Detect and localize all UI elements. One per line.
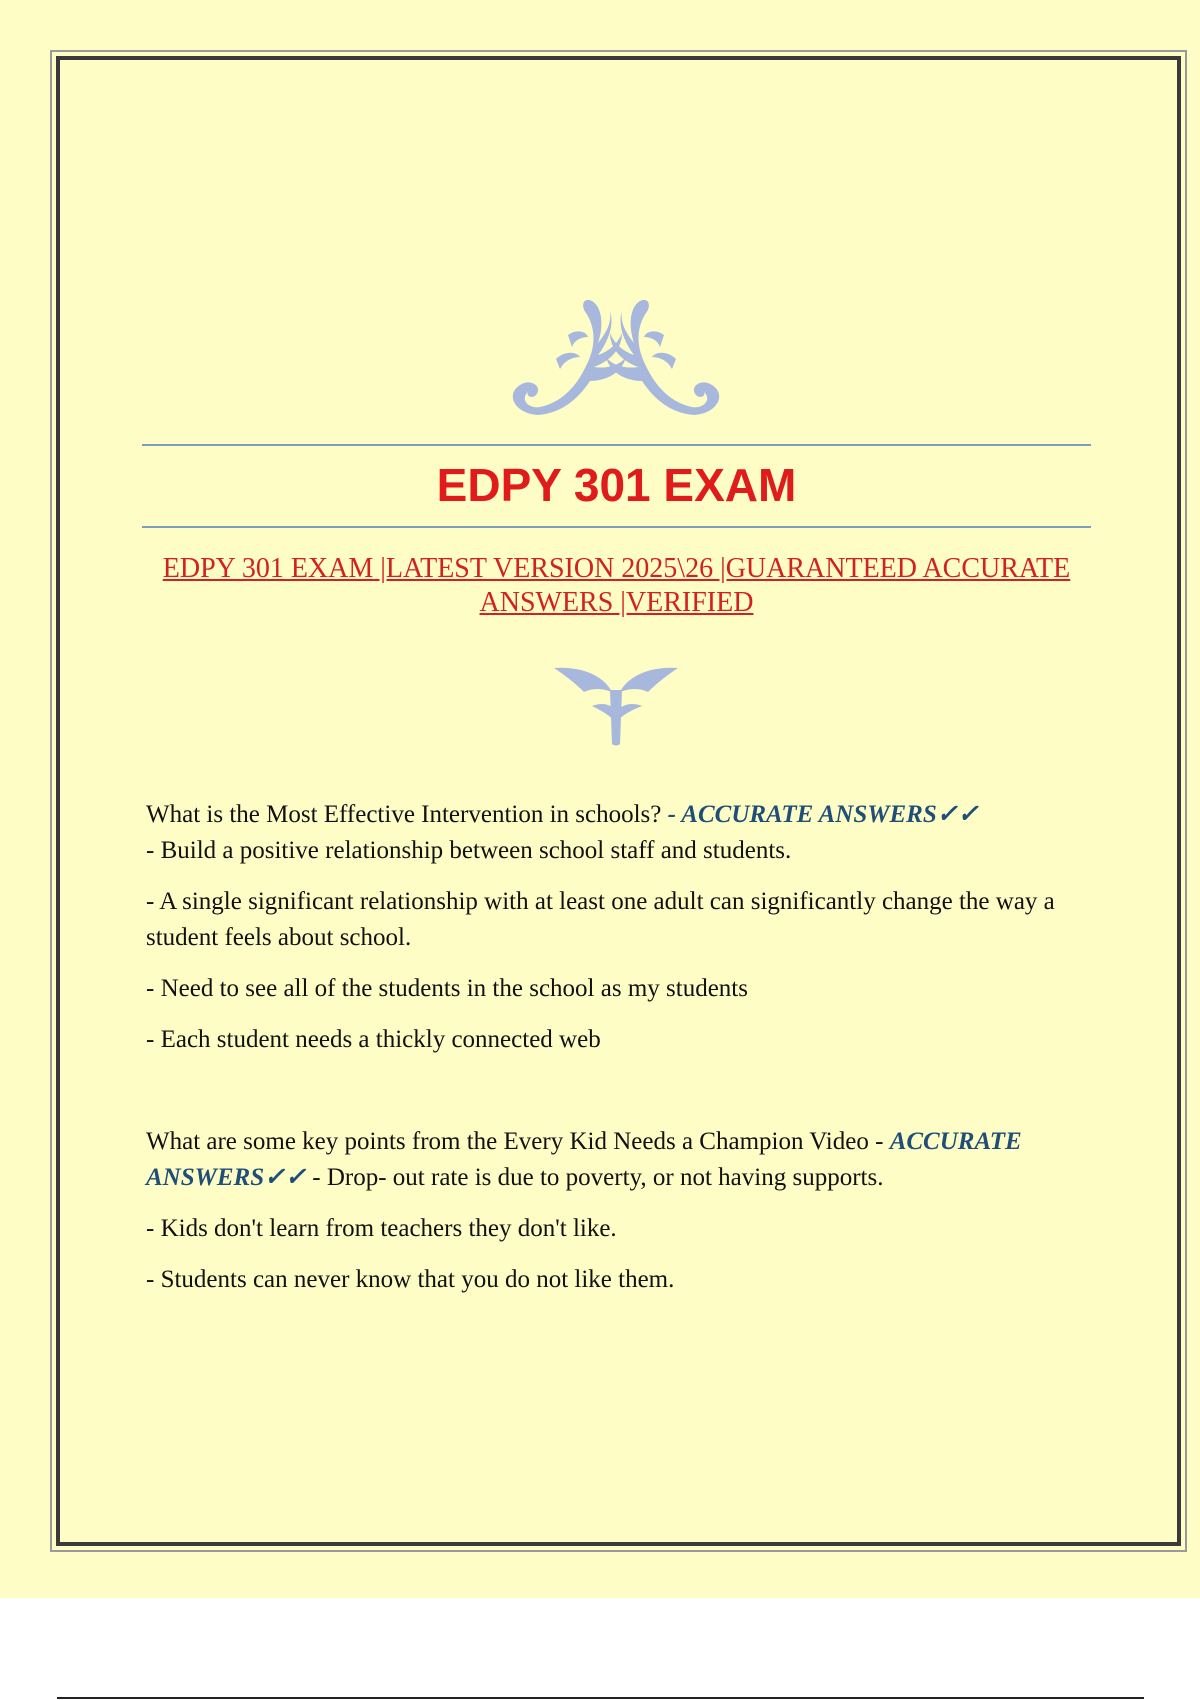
answer-line: - Drop- out rate is due to poverty, or not having supports. xyxy=(306,1164,884,1191)
answer-line: - A single significant relationship with at least one adult can significantly change the way a student feels about school. xyxy=(146,888,1055,951)
left-scroll-icon xyxy=(513,300,626,415)
question-2-text: What are some key points from the Every Kid Needs a Champion Video - xyxy=(146,1128,890,1155)
qa-block-1 xyxy=(146,797,1096,1058)
qa-content xyxy=(146,797,1096,1364)
page-title: EDPY 301 EXAM xyxy=(436,459,797,511)
answer-line: - Students can never know that you do not like them. xyxy=(146,1266,675,1293)
answer-line: - Build a positive relationship between school staff and students. xyxy=(146,837,792,864)
qa-block-2 xyxy=(146,1124,1096,1298)
answer-line: - Need to see all of the students in the school as my students xyxy=(146,975,748,1002)
question-2 xyxy=(146,1124,1096,1196)
accurate-answers-tag: ACCURATE ANSWERS✓✓ xyxy=(146,1128,1022,1191)
question-1-text: What is the Most Effective Intervention in schools? xyxy=(146,801,668,828)
subtitle-link[interactable]: EDPY 301 EXAM |LATEST VERSION 2025\26 |GUARANTEED ACCURATE ANSWERS |VERIFIED xyxy=(162,553,1071,618)
floral-ornament-icon xyxy=(498,295,734,425)
answer-line: - Each student needs a thickly connected web xyxy=(146,1026,601,1053)
right-scroll-icon xyxy=(606,300,719,415)
title-rule-top xyxy=(142,444,1091,446)
footer-rule xyxy=(57,1697,1144,1699)
question-1 xyxy=(146,797,1096,869)
accurate-answers-tag: - ACCURATE ANSWERS✓✓ xyxy=(667,801,979,828)
answer-line: - Kids don't learn from teachers they don't like. xyxy=(146,1215,617,1242)
fleuron-icon xyxy=(552,662,680,746)
title-rule-bottom xyxy=(142,526,1091,528)
